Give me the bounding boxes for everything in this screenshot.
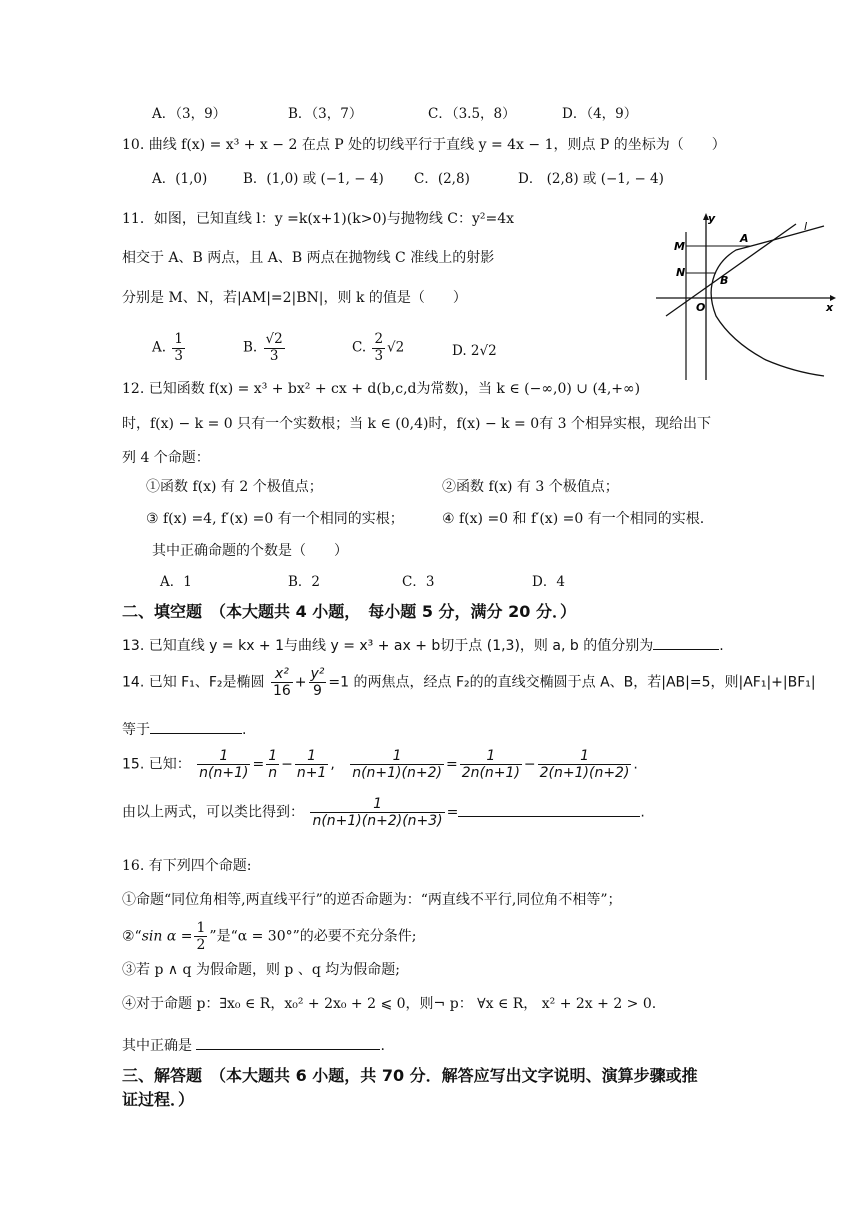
q15-frac-1: $\frac{1}{n(n+1)}$: [199, 748, 249, 782]
q11-line2: 相交于 A、B 两点，且 A、B 两点在抛物线 C 准线上的射影: [122, 250, 495, 266]
q12-proposition-4: ④ f(x) =0 和 f′(x) =0 有一个相同的实根.: [442, 511, 705, 527]
q15-blank: [458, 815, 640, 817]
q16-p2-fraction: $\frac{1}{2}$: [196, 920, 206, 954]
q10-option-d: D． (2,8) 或 (−1, − 4): [518, 171, 664, 187]
q14-end: .: [242, 722, 247, 738]
q12-proposition-2: ②函数 f(x) 有 3 个极值点；: [442, 479, 619, 495]
q13: [122, 638, 724, 655]
q15-frac-5: $\frac{1}{2n(n+1)}$: [461, 748, 520, 782]
q12-option-d: D．4: [532, 574, 565, 590]
q14-line2: [122, 722, 246, 739]
q12-option-c: C．3: [402, 574, 435, 590]
q14-line2-text: 等于: [122, 722, 150, 738]
q11-parabola-figure: [654, 212, 838, 382]
q10-option-c: C．(2,8): [414, 171, 470, 187]
fig-label-m: M: [674, 240, 685, 253]
q15-line2-text: 由以上两式，可以类比得到：: [122, 804, 304, 821]
fig-label-l: l: [804, 220, 808, 233]
section-3-heading-line2: 证过程．）: [122, 1090, 195, 1109]
q11-option-a-fraction: $\frac{1}{3}$: [174, 331, 183, 364]
q14-fraction-x: $\frac{\text{x²}}{16}$: [272, 666, 291, 700]
q11-option-c-label: C.: [352, 339, 367, 356]
q16-p2-b: ”是“α = 30°”的必要不充分条件;: [209, 928, 417, 945]
q15-frac-6: $\frac{1}{2(n+1)(n+2)}$: [539, 748, 630, 782]
q10-option-b: B．(1,0) 或 (−1, − 4): [243, 171, 384, 187]
q16-proposition-4: ④对于命题 p：∃x₀ ∈ R，x₀² + 2x₀ + 2 ⩽ 0，则¬ p： ∀x ∈ R， x² + 2x + 2 > 0.: [122, 996, 657, 1012]
q11-option-b: [243, 332, 287, 364]
q11-option-b-label: B.: [243, 339, 258, 356]
q14-line1: 14. 已知 F₁、F₂是椭圆 $\frac{\text{x²}}{16}$ + $\frac{\text{y²}}{9}$ =1 的两焦点，经点 F₂的的直线交椭圆于点 A、B，若|AB|=5，则|AF₁|+|BF₁|: [122, 666, 816, 700]
q15-frac-7: $\frac{1}{n(n+1)(n+2)(n+3)}$: [312, 796, 443, 830]
fig-label-y: y: [708, 212, 716, 225]
q11-option-d-label: D.: [452, 343, 467, 359]
q15-frac-2: $\frac{1}{n}$: [268, 748, 278, 782]
q13-text: 13. 已知直线 y = kx + 1与曲线 y = x³ + ax + b切于点 (1,3)，则 a, b 的值分别为: [122, 638, 654, 654]
q12-line3: 列 4 个命题：: [122, 450, 210, 466]
q16-proposition-3: ③若 p ∧ q 为假命题，则 p 、q 均为假命题;: [122, 962, 400, 978]
q12-line1: 12. 已知函数 f(x) = x³ + bx² + cx + d(b,c,d为常数)，当 k ∈ (−∞,0) ∪ (4,+∞): [122, 381, 641, 397]
q11-option-c: C. $\frac{2}{3}$ √2: [352, 331, 405, 364]
q14-blank: [150, 732, 242, 734]
q13-end: .: [719, 638, 724, 654]
q16-answer-line: [122, 1038, 385, 1055]
q11-option-a-label: A.: [152, 339, 167, 356]
fig-label-x: x: [826, 301, 834, 314]
q16-p2-a: ②“: [122, 928, 142, 945]
q15-eq: =: [446, 804, 459, 821]
q12-ask: 其中正确命题的个数是（ ）: [152, 543, 348, 559]
q16-blank: [196, 1048, 380, 1050]
q10-stem: 10. 曲线 f(x) = x³ + x − 2 在点 P 处的切线平行于直线 y = 4x − 1，则点 P 的坐标为（ ）: [122, 137, 726, 153]
q11-line1: 11．如图，已知直线 l：y =k(x+1)(k>0)与抛物线 C：y²=4x: [122, 211, 515, 227]
fig-label-n: N: [676, 266, 686, 279]
q15-frac-4: $\frac{1}{n(n+1)(n+2)}$: [352, 748, 442, 782]
q16-ans-text: 其中正确是: [122, 1038, 192, 1054]
q12-option-a: A．1: [160, 574, 192, 590]
section-2-heading: 二、填空题 （本大题共 4 小题， 每小题 5 分，满分 20 分．）: [122, 602, 576, 621]
q15-end: .: [640, 804, 645, 821]
q12-line2: 时，f(x) − k = 0 只有一个实数根；当 k ∈ (0,4)时，f(x) − k = 0有 3 个相异实根，现给出下: [122, 416, 711, 432]
q13-blank: [653, 648, 719, 650]
q11-option-b-fraction: $\frac{√2}{3}$: [265, 331, 283, 364]
q14-fraction-y: $\frac{\text{y²}}{9}$: [310, 666, 325, 700]
q11-option-c-fraction: $\frac{2}{3}$: [374, 331, 384, 364]
q14-pre: 14. 已知 F₁、F₂是椭圆: [122, 674, 265, 691]
q11-option-d: D. 2√2: [452, 343, 497, 359]
q15-frac-3: $\frac{1}{n+1}$: [296, 748, 327, 782]
q16-intro: 16. 有下列四个命题:: [122, 858, 252, 874]
q16-end: .: [380, 1038, 385, 1054]
q12-proposition-3: ③ f(x) =4, f′(x) =0 有一个相同的实根；: [146, 511, 404, 527]
q16-proposition-2: ②“sin α = $\frac{1}{2}$ ”是“α = 30°”的必要不充分条件;: [122, 920, 417, 954]
q9-option-c: C．（3.5，8）: [428, 106, 516, 122]
q10-option-a: A．(1,0): [152, 171, 208, 187]
q9-option-d: D．（4，9）: [562, 106, 638, 122]
q12-option-b: B．2: [288, 574, 321, 590]
q15-line1: 15. 已知： $\frac{1}{n(n+1)}$ = $\frac{1}{n}$ − $\frac{1}{n+1}$ , $\frac{1}{n(n+1)(n+2)}$ = $\frac{1}{2n(n+1)}$ − $\frac{1}{2(n+1)(n+2)}$ .: [122, 748, 638, 782]
q16-proposition-1: ①命题“同位角相等,两直线平行”的逆否命题为：“两直线不平行,同位角不相等”；: [122, 892, 622, 908]
q9-option-b: B．（3，7）: [288, 106, 363, 122]
q9-option-a: A．（3，9）: [152, 106, 227, 122]
fig-label-o: O: [696, 301, 706, 314]
q11-line3: 分别是 M、N，若|AM|=2|BN|，则 k 的值是（ ）: [122, 290, 467, 306]
q11-option-a: [152, 332, 187, 364]
q12-proposition-1: ①函数 f(x) 有 2 个极值点；: [146, 479, 323, 495]
q14-post: =1 的两焦点，经点 F₂的的直线交椭圆于点 A、B，若|AB|=5，则|AF₁|+|BF₁|: [328, 674, 816, 691]
fig-label-a: A: [740, 232, 749, 245]
q15-line2: [122, 796, 645, 829]
section-3-heading-line1: 三、解答题 （本大题共 6 小题，共 70 分．解答应写出文字说明、演算步骤或推: [122, 1066, 698, 1085]
q15-pre: 15. 已知：: [122, 756, 191, 773]
fig-label-b: B: [720, 274, 729, 287]
